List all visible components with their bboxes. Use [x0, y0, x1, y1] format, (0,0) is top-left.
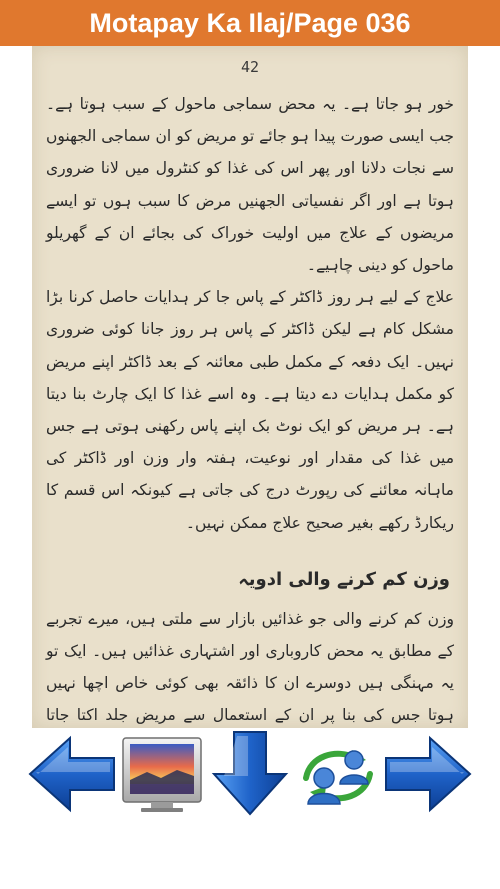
- paragraph-1: خور ہو جاتا ہے۔ یہ محض سماجی ماحول کے سبب ہوتا ہے۔ جب ایسی صورت پیدا ہو جائے تو مریض کو ان سماجی الجھنوں سے نجات دلانا اور پھر اس کی غذا کو کنٹرول میں لانا ضروری ہوتا ہے اور اگر نفسیاتی الجھنیں مرض کا سبب ہوں تو ایسے مریضوں کے علاج میں اولیت خوراک کی بجائے ان کے گھریلو ماحول کو دینی چاہیے۔: [46, 95, 454, 275]
- page-number: 42: [240, 58, 260, 76]
- book-page-image: [32, 46, 468, 728]
- page-title: Motapay Ka Ilaj/Page 036: [89, 7, 411, 38]
- next-page-button[interactable]: [384, 734, 472, 814]
- paragraph-3: وزن کم کرنے والی جو غذائیں بازار سے ملتی ہیں، میرے تجربے کے مطابق یہ محض کاروباری اور اشتہاری غذائیں ہیں۔ ایک تو یہ مہنگی ہیں دوسرے ان کا ذائقہ بھی کوئی خاص اچھا نہیں ہوتا جس کی بنا پر ان کے استعمال سے مریض جلد اکتا جاتا: [46, 609, 454, 725]
- section-heading: وزن کم کرنے والی ادویہ: [238, 568, 450, 590]
- picture-icon: [121, 734, 203, 814]
- bottom-toolbar: [0, 728, 500, 820]
- bottom-blank-area: [0, 820, 500, 889]
- arrow-down-icon: [210, 730, 290, 816]
- image-view-button[interactable]: [121, 734, 203, 814]
- share-users-icon: [296, 738, 380, 812]
- page-text: [46, 88, 454, 764]
- app-title-bar: [0, 0, 500, 46]
- arrow-right-icon: [384, 734, 472, 814]
- share-button[interactable]: [296, 738, 380, 812]
- previous-page-button[interactable]: [28, 734, 116, 814]
- download-button[interactable]: [210, 730, 290, 816]
- paragraph-2: علاج کے لیے ہر روز ڈاکٹر کے پاس جا کر ہدایات حاصل کرنا بڑا مشکل کام ہے لیکن ڈاکٹر کے پاس ہر روز جانا کوئی ضروری نہیں۔ ایک دفعہ کے مکمل طبی معائنہ کے بعد ڈاکٹر اپنے مریض کو مکمل ہدایات دے دیتا ہے۔ وہ اسے غذا کا ایک چارٹ بنا دیتا ہے۔ ہر مریض کو ایک نوٹ بک اپنے پاس رکھنی ہوتی ہے جس میں غذا کی مقدار اور نوعیت، ہفتہ وار وزن اور ڈاکٹر کی ماہانہ معائنے کی رپورٹ درج کی جاتی ہے کیونکہ اس قسم کا ریکارڈ رکھے بغیر صحیح علاج ممکن نہیں۔: [46, 288, 454, 532]
- arrow-left-icon: [28, 734, 116, 814]
